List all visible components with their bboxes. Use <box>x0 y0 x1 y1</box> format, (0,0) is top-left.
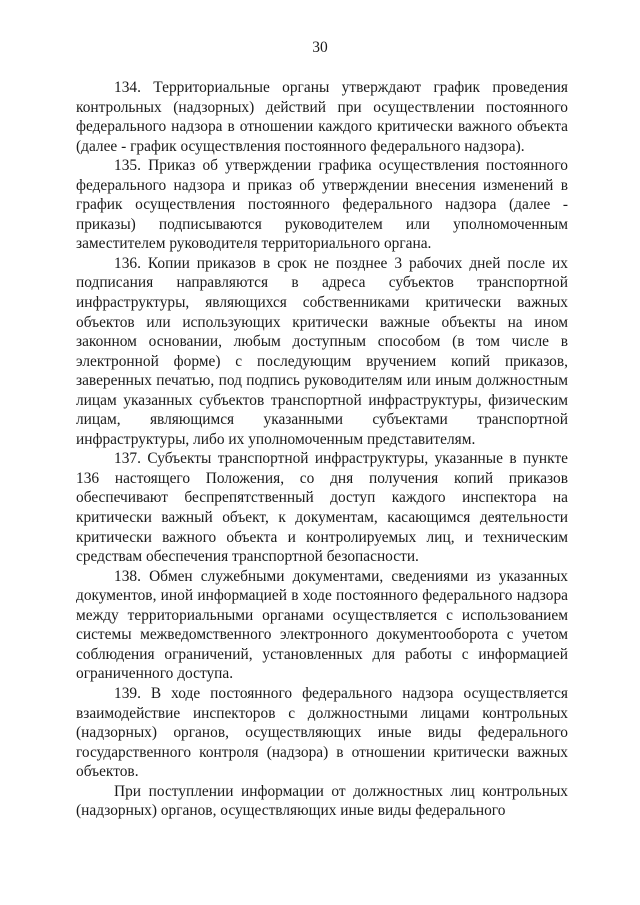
paragraph-135: 135. Приказ об утверждении графика осуществления постоянного федерального надзора и приказ об утверждении внесения изменений в график осуществления постоянного федерального надзора (далее - приказы) подписываются руководителем или уполномоченным заместителем руководителя территориального органа. <box>76 157 568 253</box>
paragraph-138: 138. Обмен служебными документами, сведениями из указанных документов, иной информацией в ходе постоянного федерального надзора между территориальными органами осуществляется с использованием системы межведомственного электронного документооборота с учетом соблюдения ограничений, установленных для работы с информацией ограниченного доступа. <box>76 567 568 683</box>
document-body <box>76 78 568 821</box>
paragraph-continuation: При поступлении информации от должностных лиц контрольных (надзорных) органов, осуществляющих иные виды федерального <box>76 782 568 820</box>
paragraph-137: 137. Субъекты транспортной инфраструктуры, указанные в пункте 136 настоящего Положения, со дня получения копий приказов обеспечивают беспрепятственный доступ каждого инспектора на критически важный объект, к документам, касающимся деятельности критически важного объекта и контролируемых лиц, и техническим средствам обеспечения транспортной безопасности. <box>76 450 568 566</box>
paragraph-139: 139. В ходе постоянного федерального надзора осуществляется взаимодействие инспекторов с должностными лицами контрольных (надзорных) органов, осуществляющих иные виды федерального государственного контроля (надзора) в отношении критически важных объектов. <box>76 684 568 781</box>
paragraph-134: 134. Территориальные органы утверждают график проведения контрольных (надзорных) действий при осуществлении постоянного федерального надзора в отношении каждого критически важного объекта (далее - график осуществления постоянного федерального надзора). <box>76 79 568 155</box>
paragraph-136: 136. Копии приказов в срок не позднее 3 рабочих дней после их подписания направляются в адреса субъектов транспортной инфраструктуры, являющихся собственниками критически важных объектов или использующих критически важные объекты на ином законном основании, любым доступным способом (в том числе в электронной форме) с последующим вручением копий приказов, заверенных печатью, под подпись руководителям или иным должностным лицам указанных субъектов транспортной инфраструктуры, физическим лицам, являющимся указанными субъектами транспортной инфраструктуры, либо их уполномоченным представителям. <box>76 254 568 448</box>
page-number: 30 <box>312 39 328 56</box>
